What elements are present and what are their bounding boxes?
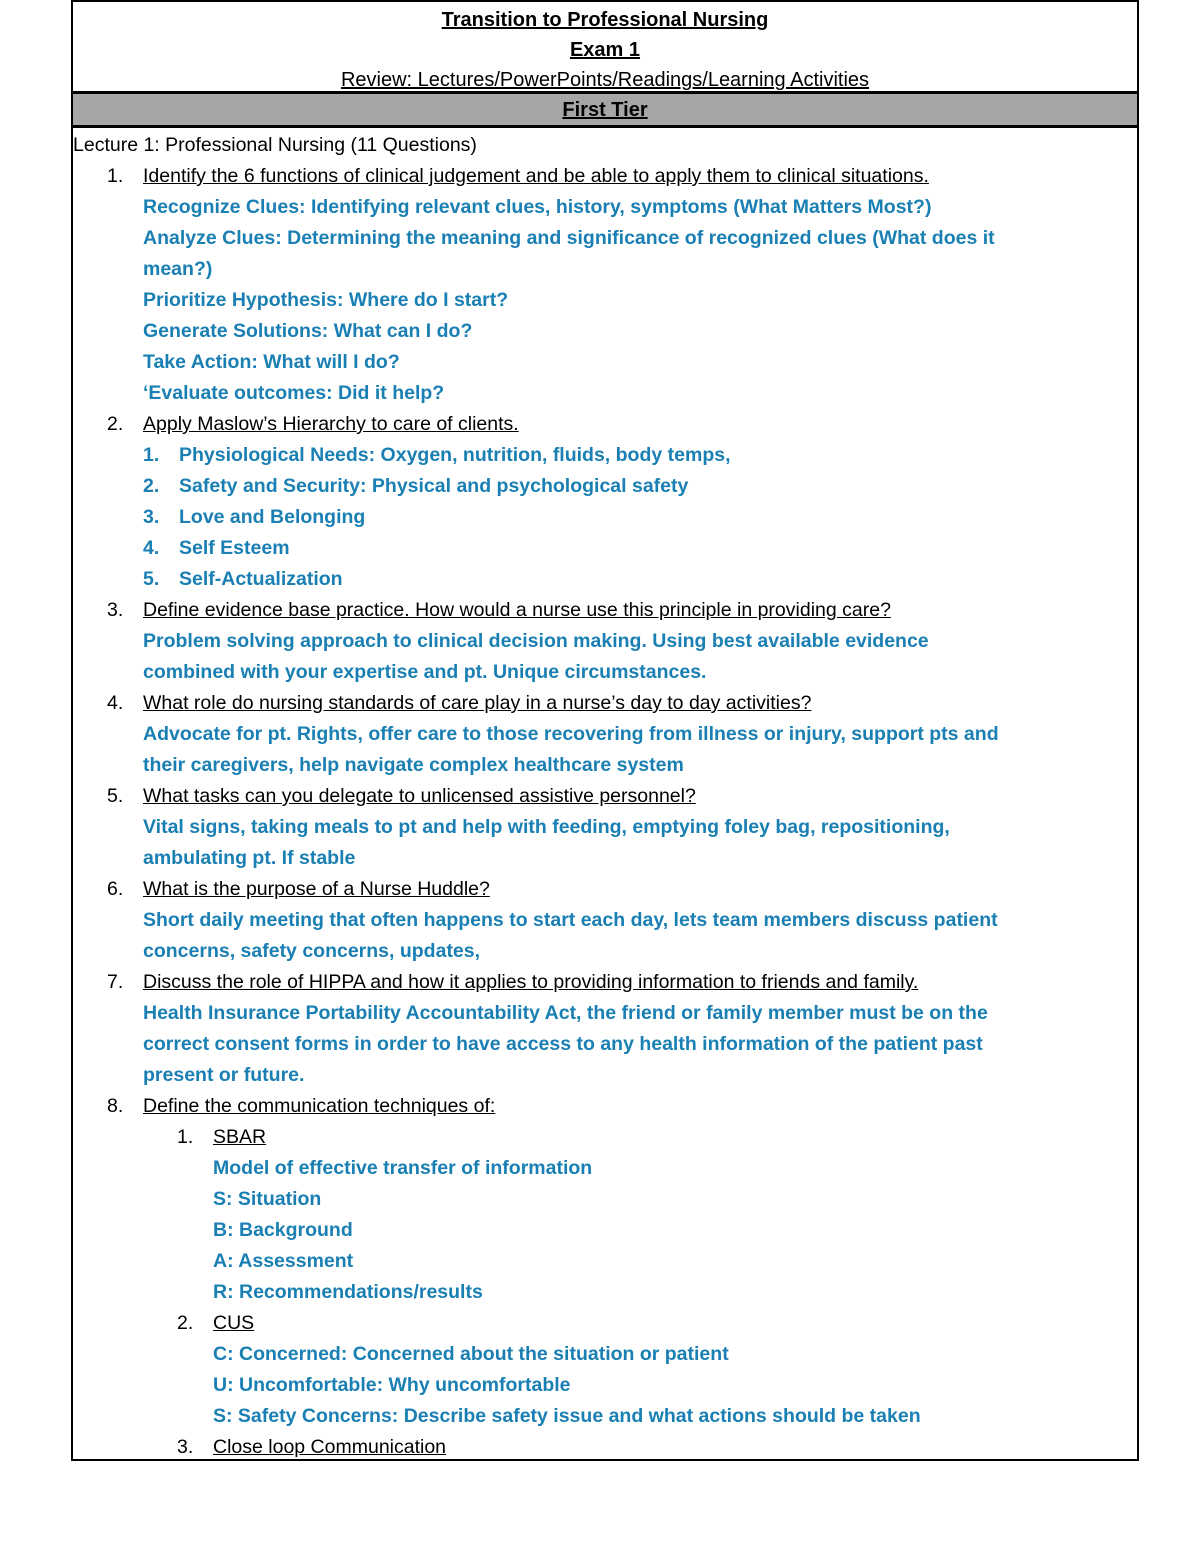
lecture-heading: Lecture 1: Professional Nursing (11 Questions) xyxy=(73,134,477,156)
answer-line: their caregivers, help navigate complex healthcare system xyxy=(143,754,684,776)
tier-heading: First Tier xyxy=(73,94,1137,128)
sub-item-cus xyxy=(73,1308,1137,1339)
answer-line: S: Safety Concerns: Describe safety issue and what actions should be taken xyxy=(213,1405,921,1427)
answer-line: Take Action: What will I do? xyxy=(143,351,400,373)
question-1 xyxy=(73,161,1137,192)
answer-line: U: Uncomfortable: Why uncomfortable xyxy=(213,1374,571,1396)
answer-line: mean?) xyxy=(143,258,213,280)
sub-item-close-loop xyxy=(73,1432,1137,1463)
question-number: 2. xyxy=(107,413,124,435)
list-text: Love and Belonging xyxy=(179,506,366,528)
answer-line: C: Concerned: Concerned about the situation or patient xyxy=(213,1343,729,1365)
answer-line: S: Situation xyxy=(213,1188,322,1210)
answer-line: Advocate for pt. Rights, offer care to those recovering from illness or injury, support pts and xyxy=(143,723,999,745)
list-item xyxy=(73,502,1137,533)
answer-line: Short daily meeting that often happens to start each day, lets team members discuss patient xyxy=(143,909,998,931)
sub-title: CUS xyxy=(213,1312,255,1334)
document-header xyxy=(73,2,1137,94)
sub-number: 3. xyxy=(177,1436,194,1458)
answer-line: Prioritize Hypothesis: Where do I start? xyxy=(143,289,509,311)
exam-title: Exam 1 xyxy=(569,39,641,61)
list-number: 4. xyxy=(143,537,160,559)
list-item xyxy=(73,471,1137,502)
sub-title: SBAR xyxy=(213,1126,267,1148)
list-number: 2. xyxy=(143,475,160,497)
list-text: Physiological Needs: Oxygen, nutrition, fluids, body temps, xyxy=(179,444,731,466)
answer-line: R: Recommendations/results xyxy=(213,1281,483,1303)
question-number: 3. xyxy=(107,599,124,621)
answer-line: present or future. xyxy=(143,1064,305,1086)
answer-line: B: Background xyxy=(213,1219,353,1241)
answer-line: Problem solving approach to clinical decision making. Using best available evidence xyxy=(143,630,929,652)
question-text: Discuss the role of HIPPA and how it applies to providing information to friends and family. xyxy=(143,971,919,993)
document-frame xyxy=(71,0,1139,1461)
question-2 xyxy=(73,409,1137,440)
answer-line: Recognize Clues: Identifying relevant clues, history, symptoms (What Matters Most?) xyxy=(143,196,932,218)
question-4 xyxy=(73,688,1137,719)
content xyxy=(73,128,1137,1463)
question-text: What role do nursing standards of care play in a nurse’s day to day activities? xyxy=(143,692,812,714)
answer-line: Generate Solutions: What can I do? xyxy=(143,320,473,342)
list-text: Self-Actualization xyxy=(179,568,343,590)
question-6 xyxy=(73,874,1137,905)
sub-item-sbar xyxy=(73,1122,1137,1153)
list-item xyxy=(73,564,1137,595)
question-text: Define the communication techniques of: xyxy=(143,1095,496,1117)
question-number: 7. xyxy=(107,971,124,993)
question-text: Define evidence base practice. How would a nurse use this principle in providing care? xyxy=(143,599,891,621)
list-item xyxy=(73,533,1137,564)
answer-line: combined with your expertise and pt. Unique circumstances. xyxy=(143,661,707,683)
sub-title: Close loop Communication xyxy=(213,1436,447,1458)
answer-line: ‘Evaluate outcomes: Did it help? xyxy=(143,382,445,404)
question-3 xyxy=(73,595,1137,626)
answer-line: Vital signs, taking meals to pt and help with feeding, emptying foley bag, repositioning, xyxy=(143,816,950,838)
list-number: 3. xyxy=(143,506,160,528)
answer-line: A: Assessment xyxy=(213,1250,354,1272)
question-5 xyxy=(73,781,1137,812)
answer-line: Model of effective transfer of information xyxy=(213,1157,593,1179)
question-8 xyxy=(73,1091,1137,1122)
review-line: Review: Lectures/PowerPoints/Readings/Learning Activities xyxy=(340,69,870,91)
question-text: What tasks can you delegate to unlicensed assistive personnel? xyxy=(143,785,696,807)
question-number: 4. xyxy=(107,692,124,714)
question-number: 1. xyxy=(107,165,124,187)
answer-line: correct consent forms in order to have access to any health information of the patient past xyxy=(143,1033,983,1055)
question-text: Identify the 6 functions of clinical judgement and be able to apply them to clinical situations. xyxy=(143,165,929,187)
question-number: 8. xyxy=(107,1095,124,1117)
answer-line: ambulating pt. If stable xyxy=(143,847,356,869)
sub-number: 1. xyxy=(177,1126,194,1148)
list-number: 1. xyxy=(143,444,160,466)
question-number: 5. xyxy=(107,785,124,807)
list-number: 5. xyxy=(143,568,160,590)
list-text: Safety and Security: Physical and psychological safety xyxy=(179,475,689,497)
answer-line: Analyze Clues: Determining the meaning and significance of recognized clues (What does it xyxy=(143,227,995,249)
answer-line: concerns, safety concerns, updates, xyxy=(143,940,481,962)
question-text: What is the purpose of a Nurse Huddle? xyxy=(143,878,490,900)
question-number: 6. xyxy=(107,878,124,900)
sub-number: 2. xyxy=(177,1312,194,1334)
answer-line: Health Insurance Portability Accountability Act, the friend or family member must be on the xyxy=(143,1002,988,1024)
list-text: Self Esteem xyxy=(179,537,290,559)
question-7 xyxy=(73,967,1137,998)
list-item xyxy=(73,440,1137,471)
question-text: Apply Maslow’s Hierarchy to care of clients. xyxy=(143,413,519,435)
document-title: Transition to Professional Nursing xyxy=(441,9,769,31)
